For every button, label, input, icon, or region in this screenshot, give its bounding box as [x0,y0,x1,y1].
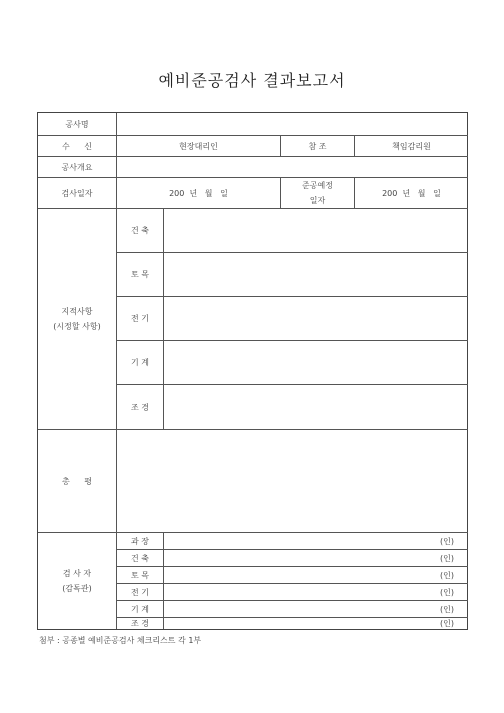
seal-mark: (인) [440,570,454,580]
inspector-role: 조 경 [131,619,149,628]
inspector-role: 전 기 [131,587,149,597]
remarks-label: 지적사항 (시정할 사항) [53,307,101,331]
overview-field[interactable] [117,157,468,177]
inspectors-label: 검 사 자 (감독관) [62,569,92,593]
inspection-date-label: 검사일자 [61,188,93,198]
page-title: 예비준공검사 결과보고서 [158,71,346,90]
remarks-category: 전 기 [131,314,149,323]
project-name-label: 공사명 [65,119,89,129]
remarks-field[interactable] [164,297,468,340]
overview-label: 공사개요 [61,162,93,172]
report-form [37,112,468,630]
seal-mark: (인) [440,619,454,628]
remarks-category: 조 경 [131,402,149,412]
inspector-role: 기 계 [131,604,149,614]
project-name-field[interactable] [117,113,468,135]
recipient-value: 현장대리인 [179,141,218,151]
reference-label: 참 조 [308,141,327,151]
seal-mark: (인) [440,553,454,563]
remarks-field[interactable] [164,385,468,429]
remarks-category: 건 축 [131,226,149,235]
summary-label: 총 평 [62,476,92,486]
inspector-role: 토 목 [131,570,149,580]
remarks-category: 토 목 [131,270,149,279]
attachment-note: 첨부 : 공종별 예비준공검사 체크리스트 각 1부 [39,636,202,645]
inspector-role: 건 축 [131,553,149,563]
recipient-label: 수 신 [62,141,92,151]
remarks-field[interactable] [164,253,468,296]
remarks-field[interactable] [164,209,468,252]
inspection-date-value: 200 년 월 일 [169,188,228,198]
seal-mark: (인) [440,536,454,546]
inspector-role: 과 장 [131,536,149,546]
summary-field[interactable] [117,430,468,532]
seal-mark: (인) [440,587,454,597]
completion-date-label: 준공예정 일자 [302,181,333,205]
completion-date-value: 200 년 월 일 [382,188,441,198]
reference-value: 책임감리원 [392,141,431,151]
remarks-category: 기 계 [131,358,149,367]
remarks-field[interactable] [164,341,468,384]
seal-mark: (인) [440,604,454,614]
